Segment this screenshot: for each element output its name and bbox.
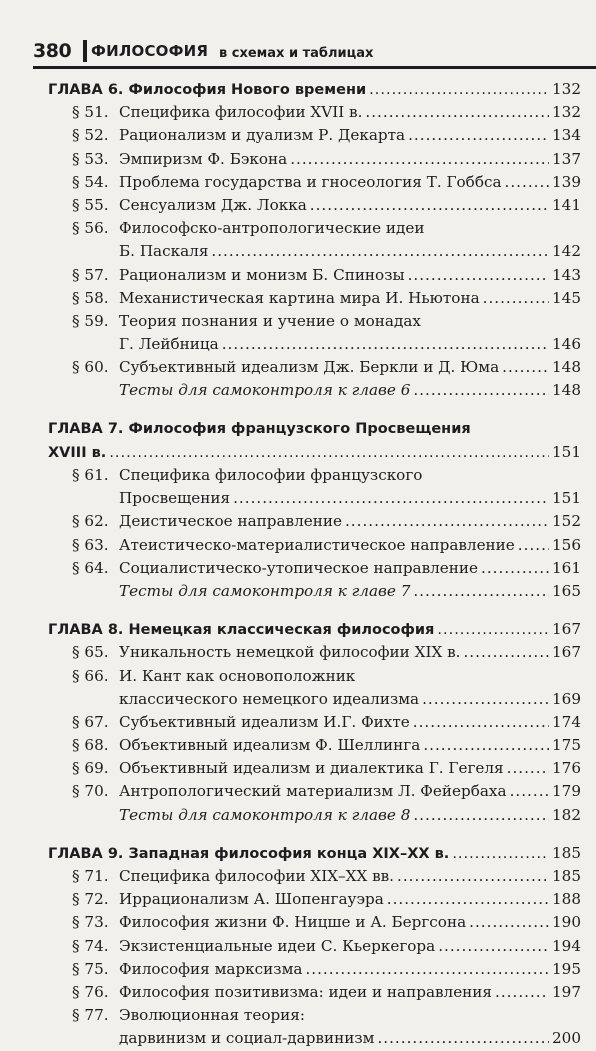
section-page: 169 [552,689,581,708]
section-title: Философия марксизма [119,959,303,978]
section-number: § 74. [72,936,109,955]
toc-entry-67[interactable] [48,711,581,734]
toc-entry-68[interactable] [48,734,581,757]
page-header [33,36,573,64]
section-title-cont: классического немецкого идеализма [119,689,420,708]
section-title: Проблема государства и гносеология Т. Гоббса [119,172,502,191]
toc-entry-55[interactable] [48,194,581,217]
table-of-contents [48,78,581,1051]
section-page: 146 [552,335,581,354]
section-page: 175 [552,736,581,755]
toc-entry-52[interactable] [48,124,581,147]
section-page: 141 [552,195,581,214]
section-number: § 52. [72,126,109,145]
test-label: Тесты для самоконтроля к главе 8 [119,805,411,824]
toc-entry-66[interactable] [48,665,581,688]
chapter-page: 167 [552,620,581,639]
section-title: Механистическая картина мира И. Ньютона [119,288,480,307]
section-page: 134 [552,126,581,145]
chapter-6-heading[interactable] [48,78,581,101]
toc-entry-63[interactable] [48,534,581,557]
section-page: 190 [552,913,581,932]
section-number: § 71. [72,867,109,885]
section-page: 197 [552,982,581,1001]
section-title: Философия жизни Ф. Ницше и А. Бергсона [119,913,467,932]
section-title: Атеистическо-материалистическое направление [119,535,515,554]
section-title-cont: дарвинизм и социал-дарвинизм [119,1029,375,1048]
chapter-7-heading[interactable] [48,418,581,441]
toc-entry-test-7[interactable] [48,580,581,603]
test-page: 182 [552,805,581,824]
toc-entry-76[interactable] [48,981,581,1004]
toc-entry-61-cont[interactable] [48,487,581,510]
section-page: 156 [552,535,581,554]
section-number: § 75. [72,959,109,978]
chapter-7-heading-cont[interactable] [48,441,581,464]
section-title: Объективный идеализм и диалектика Г. Гегеля [119,759,504,778]
section-page: 143 [552,265,581,284]
section-title: Философско-антропологические идеи [119,219,425,238]
section-title: И. Кант как основоположник [119,666,356,685]
toc-entry-56-cont[interactable] [48,240,581,263]
toc-entry-74[interactable] [48,935,581,958]
section-page: 185 [552,867,581,885]
section-page: 161 [552,558,581,577]
toc-entry-51[interactable] [48,101,581,124]
toc-entry-77[interactable] [48,1004,581,1027]
chapter-title: ГЛАВА 8. Немецкая классическая философия [48,622,435,639]
toc-entry-59-cont[interactable] [48,333,581,356]
section-number: § 61. [72,466,109,484]
section-number: § 63. [72,535,109,554]
section-title: Субъективный идеализм И.Г. Фихте [119,712,410,731]
section-title-cont: Просвещения [119,489,231,508]
section-number: § 58. [72,288,109,307]
chapter-9-heading[interactable] [48,842,581,865]
chapter-title-cont: XVIII в. [48,444,107,461]
section-page: 137 [552,149,581,168]
section-page: 200 [552,1029,581,1048]
section-page: 194 [552,936,581,955]
section-title: Специфика философии XIX–XX вв. [119,867,395,885]
section-title: Эволюционная теория: [119,1006,306,1025]
chapter-title: ГЛАВА 6. Философия Нового времени [48,82,367,98]
section-number: § 51. [72,103,109,122]
section-page: 179 [552,782,581,801]
section-title: Субъективный идеализм Дж. Беркли и Д. Юма [119,358,500,377]
section-number: § 55. [72,195,109,214]
section-number: § 65. [72,643,109,662]
section-number: § 69. [72,759,109,778]
section-title: Сенсуализм Дж. Локка [119,195,307,214]
header-divider [83,40,87,62]
toc-entry-test-8[interactable] [48,804,581,827]
toc-entry-58[interactable] [48,287,581,310]
section-page: 132 [552,103,581,122]
toc-entry-71[interactable] [48,865,581,888]
section-title-cont: Б. Паскаля [119,242,209,261]
toc-entry-66-cont[interactable] [48,688,581,711]
section-page: 139 [552,172,581,191]
section-title: Объективный идеализм Ф. Шеллинга [119,736,421,755]
section-page: 148 [552,358,581,377]
toc-entry-69[interactable] [48,757,581,780]
page-number: 380 [33,40,72,62]
chapter-8-heading[interactable] [48,618,581,641]
toc-entry-65[interactable] [48,641,581,664]
section-title: Уникальность немецкой философии XIX в. [119,643,461,662]
chapter-title: ГЛАВА 9. Западная философия конца XIX–XX в. [48,845,450,862]
section-number: § 59. [72,311,109,330]
toc-entry-54[interactable] [48,171,581,194]
toc-entry-70[interactable] [48,780,581,803]
section-page: 174 [552,712,581,731]
section-page: 188 [552,890,581,909]
section-number: § 54. [72,172,109,191]
section-title: Деистическое направление [119,512,342,531]
section-title-cont: Г. Лейбница [119,335,219,354]
section-page: 152 [552,512,581,531]
chapter-page: 185 [552,843,581,862]
section-number: § 72. [72,890,109,909]
section-title: Антропологический материализм Л. Фейербаха [119,782,507,801]
section-page: 195 [552,959,581,978]
section-number: § 73. [72,913,109,932]
section-title: Экзистенциальные идеи С. Кьеркегора [119,936,436,955]
section-number: § 64. [72,558,109,577]
section-page: 142 [552,242,581,261]
toc-entry-75[interactable] [48,958,581,981]
section-title: Специфика философии XVII в. [119,103,363,122]
toc-entry-test-6[interactable] [48,379,581,402]
toc-entry-60[interactable] [48,356,581,379]
toc-entry-62[interactable] [48,510,581,533]
section-number: § 56. [72,219,109,238]
section-number: § 53. [72,149,109,168]
section-title: Иррационализм А. Шопенгауэра [119,890,384,909]
section-number: § 68. [72,736,109,755]
toc-entry-57[interactable] [48,264,581,287]
section-title: Эмпиризм Ф. Бэкона [119,149,288,168]
toc-entry-59[interactable] [48,310,581,333]
section-number: § 62. [72,512,109,531]
section-title: Теория познания и учение о монадах [119,311,421,330]
section-number: § 66. [72,666,109,685]
section-page: 176 [552,759,581,778]
test-label: Тесты для самоконтроля к главе 6 [119,381,411,400]
toc-entry-53[interactable] [48,148,581,171]
toc-entry-77-cont[interactable] [48,1027,581,1050]
toc-entry-73[interactable] [48,911,581,934]
section-page: 145 [552,288,581,307]
toc-entry-72[interactable] [48,888,581,911]
book-title: ФИЛОСОФИЯ [91,42,209,60]
test-page: 165 [552,581,581,600]
chapter-page: 132 [552,80,581,98]
section-number: § 67. [72,712,109,731]
test-page: 148 [552,381,581,400]
book-subtitle: в схемах и таблицах [219,46,374,61]
toc-entry-64[interactable] [48,557,581,580]
section-number: § 76. [72,982,109,1001]
header-rule [33,66,596,69]
section-number: § 57. [72,265,109,284]
section-title: Специфика философии французского [119,466,423,484]
chapter-title: ГЛАВА 7. Философия французского Просвещения [48,420,471,437]
section-number: § 70. [72,782,109,801]
section-number: § 60. [72,358,109,377]
chapter-page: 151 [552,442,581,461]
section-title: Рационализм и дуализм Р. Декарта [119,126,406,145]
section-title: Социалистическо-утопическое направление [119,558,479,577]
test-label: Тесты для самоконтроля к главе 7 [119,581,411,600]
section-page: 151 [552,489,581,508]
toc-entry-61[interactable] [48,464,581,487]
section-title: Философия позитивизма: идеи и направления [119,982,493,1001]
toc-entry-56[interactable] [48,217,581,240]
section-number: § 77. [72,1006,109,1025]
section-title: Рационализм и монизм Б. Спинозы [119,265,405,284]
section-page: 167 [552,643,581,662]
